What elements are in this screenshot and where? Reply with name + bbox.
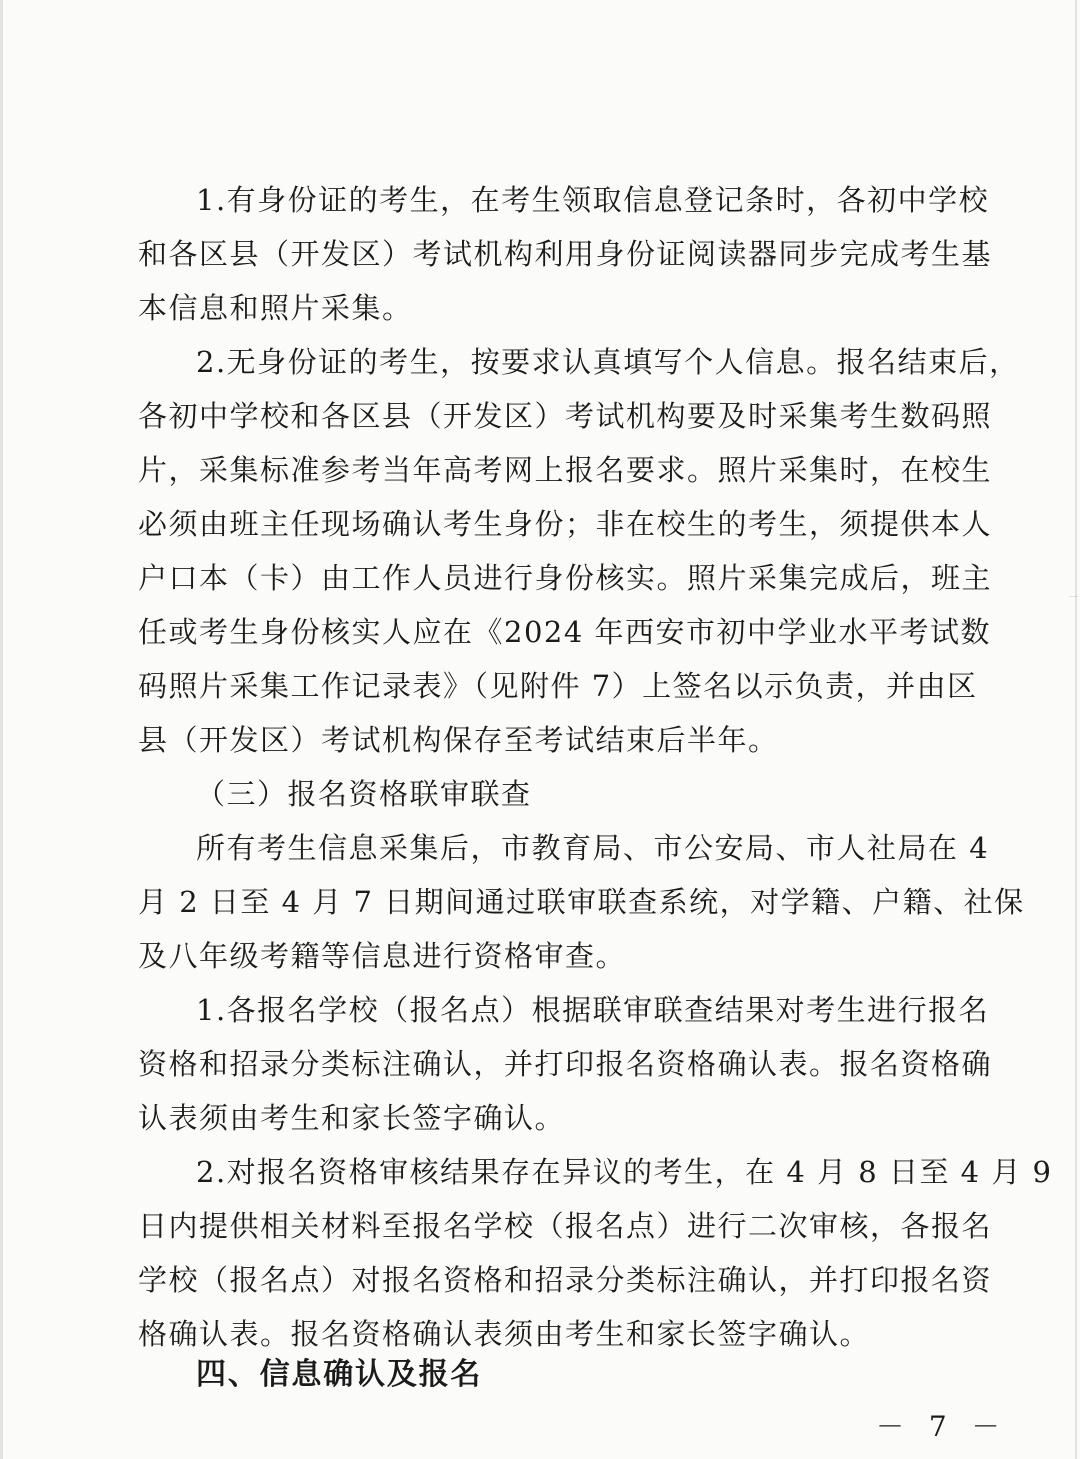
- paragraph-line: 1.各报名学校（报名点）根据联审联查结果对考生进行报名: [196, 993, 990, 1027]
- paragraph-line: 学校（报名点）对报名资格和招录分类标注确认，并打印报名资: [138, 1263, 993, 1297]
- paragraph-line: 码照片采集工作记录表》（见附件 7）上签名以示负责，并由区: [138, 669, 978, 703]
- paragraph-line: 2.对报名资格审核结果存在异议的考生，在 4 月 8 日至 4 月 9: [196, 1155, 1053, 1189]
- paragraph-line: 各初中学校和各区县（开发区）考试机构要及时采集考生数码照: [138, 399, 993, 433]
- scan-tick-mark: [1069, 596, 1078, 597]
- paragraph-line: 1.有身份证的考生，在考生领取信息登记条时，各初中学校: [196, 183, 990, 217]
- document-body: [138, 173, 1053, 1361]
- paragraph-line: 日内提供相关材料至报名学校（报名点）进行二次审核，各报名: [138, 1209, 993, 1243]
- paragraph-line: 所有考生信息采集后，市教育局、市公安局、市人社局在 4: [196, 831, 990, 865]
- paragraph-line: 片，采集标准参考当年高考网上报名要求。照片采集时，在校生: [138, 453, 993, 487]
- paragraph-line: 和各区县（开发区）考试机构利用身份证阅读器同步完成考生基: [138, 237, 993, 271]
- paragraph-line: 及八年级考籍等信息进行资格审查。: [138, 939, 627, 973]
- section-heading: 四、信息确认及报名: [196, 1357, 483, 1392]
- paragraph-line: 月 2 日至 4 月 7 日期间通过联审联查系统，对学籍、户籍、社保: [138, 885, 1025, 919]
- paragraph-line: 2.无身份证的考生，按要求认真填写个人信息。报名结束后，: [196, 345, 1020, 379]
- paragraph-line: 县（开发区）考试机构保存至考试结束后半年。: [138, 723, 779, 757]
- paragraph-line: 本信息和照片采集。: [138, 291, 413, 325]
- paragraph-line: 户口本（卡）由工作人员进行身份核实。照片采集完成后，班主: [138, 561, 993, 595]
- scan-edge-mark-left: [0, 0, 3, 1459]
- paragraph-line: 格确认表。报名资格确认表须由考生和家长签字确认。: [138, 1317, 871, 1351]
- paragraph-line: 资格和招录分类标注确认，并打印报名资格确认表。报名资格确: [138, 1047, 993, 1081]
- paragraph-line: 认表须由考生和家长签字确认。: [138, 1101, 566, 1135]
- scan-edge-mark-right: [1075, 0, 1077, 1459]
- paragraph-line: 任或考生身份核实人应在《2024 年西安市初中学业水平考试数: [138, 615, 992, 649]
- subsection-heading: （三）报名资格联审联查: [196, 777, 532, 811]
- paragraph-line: 必须由班主任现场确认考生身份；非在校生的考生，须提供本人: [138, 507, 993, 541]
- page-number: － 7 －: [876, 1410, 1008, 1443]
